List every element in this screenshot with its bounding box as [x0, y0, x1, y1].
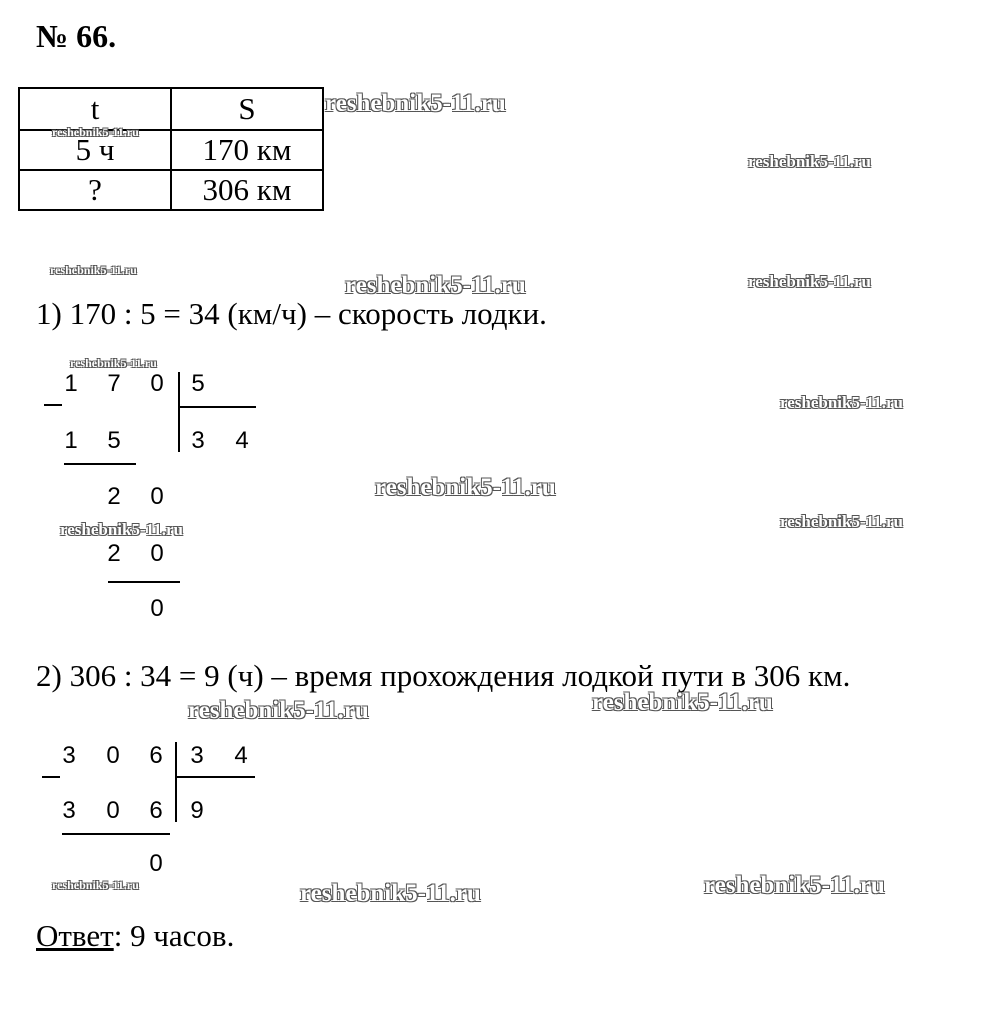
- watermark: reshebnik5-11.ru: [780, 393, 903, 412]
- subtrahend-digit: 0: [106, 797, 120, 824]
- solution-step-2: 2) 306 : 34 = 9 (ч) – время прохождения лодкой пути в 306 км.: [36, 658, 851, 693]
- table-cell: 5 ч: [19, 130, 171, 170]
- final-remainder: 0: [149, 850, 163, 877]
- subtrahend-digit: 5: [107, 427, 121, 454]
- subtrahend-digit: 1: [64, 427, 78, 454]
- minus-sign: [42, 776, 60, 778]
- watermark: reshebnik5-11.ru: [52, 878, 139, 892]
- subtrahend-digit: 3: [62, 797, 76, 824]
- table-row: [19, 170, 323, 210]
- watermark: reshebnik5-11.ru: [70, 356, 157, 370]
- watermark: reshebnik5-11.ru: [188, 697, 369, 724]
- solution-step-1: 1) 170 : 5 = 34 (км/ч) – скорость лодки.: [36, 296, 547, 331]
- watermark: reshebnik5-11.ru: [300, 880, 481, 907]
- final-remainder: 0: [150, 595, 164, 622]
- table-header-s: S: [171, 88, 323, 130]
- dividend-digit: 6: [149, 742, 163, 769]
- watermark: reshebnik5-11.ru: [704, 872, 885, 899]
- quotient-digit: 3: [191, 427, 205, 454]
- watermark: reshebnik5-11.ru: [592, 689, 773, 716]
- watermark: reshebnik5-11.ru: [780, 512, 903, 531]
- division-bar: [175, 776, 255, 778]
- answer-label: Ответ: [36, 918, 114, 953]
- watermark: reshebnik5-11.ru: [748, 152, 871, 171]
- dividend-digit: 3: [62, 742, 76, 769]
- division-bar: [178, 406, 256, 408]
- watermark: reshebnik5-11.ru: [345, 272, 526, 299]
- table-cell: 306 км: [171, 170, 323, 210]
- watermark: reshebnik5-11.ru: [60, 520, 183, 539]
- dividend-digit: 1: [64, 370, 78, 397]
- remainder-digit: 0: [150, 483, 164, 510]
- data-table: [18, 87, 324, 211]
- dividend-digit: 0: [106, 742, 120, 769]
- quotient: 9: [190, 797, 204, 824]
- watermark: reshebnik5-11.ru: [748, 272, 871, 291]
- remainder-digit: 2: [107, 483, 121, 510]
- divisor-digit: 3: [190, 742, 204, 769]
- divisor: 5: [191, 370, 205, 397]
- subtrahend-digit: 2: [107, 540, 121, 567]
- subtraction-line: [64, 463, 136, 465]
- subtrahend-digit: 6: [149, 797, 163, 824]
- dividend-digit: 0: [150, 370, 164, 397]
- problem-number: № 66.: [36, 18, 117, 54]
- watermark: reshebnik5-11.ru: [52, 125, 139, 139]
- watermark: reshebnik5-11.ru: [50, 263, 137, 277]
- minus-sign: [44, 404, 62, 406]
- answer-text: : 9 часов.: [113, 918, 235, 953]
- quotient-digit: 4: [235, 427, 249, 454]
- divisor-digit: 4: [234, 742, 248, 769]
- subtraction-line: [108, 581, 180, 583]
- table-header-t: t: [19, 88, 171, 130]
- division-bar: [175, 742, 177, 822]
- table-cell: ?: [19, 170, 171, 210]
- subtraction-line: [62, 833, 170, 835]
- division-bar: [178, 372, 180, 452]
- answer: [36, 918, 234, 954]
- dividend-digit: 7: [107, 370, 121, 397]
- subtrahend-digit: 0: [150, 540, 164, 567]
- watermark: reshebnik5-11.ru: [375, 474, 556, 501]
- watermark: reshebnik5-11.ru: [325, 90, 506, 117]
- table-cell: 170 км: [171, 130, 323, 170]
